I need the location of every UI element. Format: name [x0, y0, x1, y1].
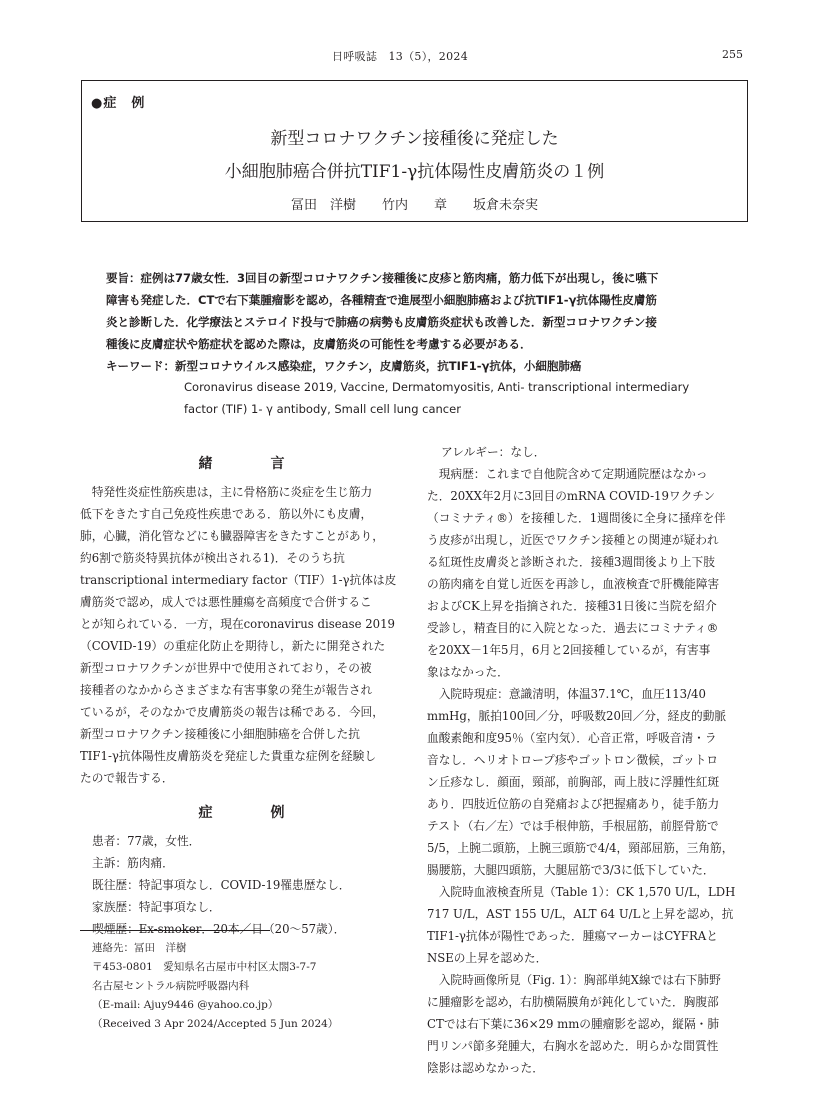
body-line: 現病歴：これまで自他院含めて定期通院歴はなかっ [427, 467, 708, 481]
body-line: 接種者のなかからさまざまな有害事象の発生が報告され [80, 683, 373, 697]
footnote-rule [80, 930, 270, 931]
body-line: う皮疹が出現し，近医でワクチン接種との関連が疑われ [427, 533, 719, 547]
abstract-line: 種後に皮膚症状や筋症状を認めた際は，皮膚筋炎の可能性を考慮する必要がある． [106, 337, 532, 351]
section-label: ●症 例 [91, 96, 146, 111]
body-line: る紅斑性皮膚炎と診断された．接種3週間後より上下肢 [427, 555, 715, 569]
case-line: 家族歴：特記事項なし． [92, 900, 221, 914]
body-line: mmHg，脈拍100回／分，呼吸数20回／分，経皮的動脈 [427, 709, 727, 723]
body-line: 門リンパ節多発腫大，右胸水を認めた．明らかな間質性 [427, 1039, 719, 1053]
body-line: た．20XX年2月に3回目のmRNA COVID-19ワクチン [427, 489, 716, 503]
contact-line: 〒453-0801 愛知県名古屋市中村区太閤3-7-7 [92, 961, 317, 973]
keywords-en-line-1: Coronavirus disease 2019, Vaccine, Dermatomyositis, Anti- transcriptional intermediary [184, 380, 690, 394]
body-line: 717 U/L，AST 155 U/L，ALT 64 U/Lと上昇を認め，抗 [427, 907, 734, 921]
body-line: 膚筋炎で認め，成人では悪性腫瘍を高頻度で合併するこ [80, 595, 372, 609]
body-line: 入院時現症：意識清明，体温37.1℃，血圧113/40 [427, 687, 706, 701]
contact-line: 連絡先：冨田 洋樹 [92, 942, 187, 954]
body-line: およびCK上昇を指摘された．接種31日後に当院を紹介 [427, 599, 717, 613]
body-line: を20XX－1年5月，6月と2回接種しているが，有害事 [427, 643, 711, 657]
body-line: NSEの上昇を認めた． [427, 951, 548, 965]
body-line: 音なし．ヘリオトロープ疹やゴットロン徴候，ゴットロ [427, 753, 719, 767]
body-line: 腸腰筋，大腿四頭筋，大腿屈筋で3/3に低下していた． [427, 863, 715, 877]
body-line: ン丘疹なし．顔面，頸部，前胸部，両上肢に浮腫性紅斑 [427, 775, 720, 789]
contact-line: 名古屋セントラル病院呼吸器内科 [92, 980, 250, 992]
body-line: 血酸素飽和度95％（室内気）．心音正常，呼吸音清・ラ [427, 731, 717, 745]
body-line: とが知られている．一方，現在coronavirus disease 2019 [80, 617, 395, 631]
abstract-line: 炎と診断した．化学療法とステロイド投与で肺癌の病勢も皮膚筋炎症状も改善した．新型コロナワクチン接 [106, 315, 657, 329]
body-line: アレルギー：なし． [441, 445, 546, 459]
body-line: あり．四肢近位筋の自発痛および把握痛あり，徒手筋力 [427, 797, 720, 811]
body-line: 特発性炎症性筋疾患は，主に骨格筋に炎症を生じ筋力 [80, 485, 373, 499]
body-line: （COVID-19）の重症化防止を期待し，新たに開発された [80, 639, 386, 653]
article-title-line-1: 新型コロナワクチン接種後に発症した [270, 129, 559, 149]
case-line: 既往歴：特記事項なし．COVID-19罹患歴なし． [92, 878, 351, 892]
contact-line: （E-mail: Ajuy9446 @yahoo.co.jp） [92, 999, 279, 1011]
body-line: に腫瘤影を認め，右肋横隔膜角が鈍化していた．胸腹部 [427, 995, 719, 1009]
keywords-jp: キーワード：新型コロナウイルス感染症，ワクチン，皮膚筋炎，抗TIF1-γ抗体，小細胞肺癌 [106, 359, 582, 373]
abstract-line: 障害も発症した．CTで右下葉腫瘤影を認め，各種精査で進展型小細胞肺癌および抗TIF1-γ抗体陽性皮膚筋 [106, 293, 657, 307]
body-line: 象はなかった． [427, 665, 509, 679]
abstract-line: 要旨：症例は77歳女性．3回目の新型コロナワクチン接種後に皮疹と筋肉痛，筋力低下が出現し，後に嚥下 [106, 271, 659, 285]
body-line: 新型コロナワクチンが世界中で使用されており，その被 [80, 661, 372, 675]
body-line: 陰影は認めなかった． [427, 1061, 544, 1075]
keywords-en-line-2: factor (TIF) 1- γ antibody, Small cell lung cancer [184, 402, 461, 416]
contact-line: （Received 3 Apr 2024/Accepted 5 Jun 2024） [92, 1018, 339, 1030]
body-line: CTでは右下葉に36×29 mmの腫瘤影を認め，縦隔・肺 [427, 1017, 720, 1031]
body-line: の筋肉痛を自覚し近医を再診し，血液検査で肝機能障害 [427, 577, 720, 591]
author-list: 冨田 洋樹 竹内 章 坂倉未奈実 [290, 198, 538, 213]
body-line: 低下をきたす自己免疫性疾患である．筋以外にも皮膚， [80, 507, 373, 521]
case-line: 患者：77歳，女性． [92, 834, 201, 848]
body-line: TIF1-γ抗体陽性皮膚筋炎を発症した貴重な症例を経験し [80, 749, 377, 763]
body-line: 約6割で筋炎特異抗体が検出される1)．そのうち抗 [80, 551, 345, 565]
case-line: 喫煙歴：Ex-smoker．20本／日（20～57歳）． [92, 922, 346, 936]
body-line: transcriptional intermediary factor（TIF）1-γ抗体は皮 [80, 573, 397, 587]
body-line: たので報告する． [80, 771, 174, 785]
body-line: 肺，心臓，消化管などにも臓器障害をきたすことがあり， [80, 529, 384, 543]
body-line: TIF1-γ抗体が陽性であった．腫瘍マーカーはCYFRAと [427, 929, 718, 943]
case-line: 主訴：筋肉痛． [92, 856, 174, 870]
case-heading: 症 例 [198, 805, 307, 821]
intro-heading: 緒 言 [198, 456, 307, 472]
body-line: （コミナティ®）を接種した．1週間後に全身に掻痒を伴 [427, 511, 726, 525]
body-line: 入院時血液検査所見（Table 1）：CK 1,570 U/L，LDH [427, 885, 736, 899]
body-line: 入院時画像所見（Fig. 1）：胸部単純X線では右下肺野 [427, 973, 721, 987]
page-number: 255 [722, 48, 743, 61]
article-title-line-2: 小細胞肺癌合併抗TIF1-γ抗体陽性皮膚筋炎の１例 [224, 162, 605, 182]
body-line: 新型コロナワクチン接種後に小細胞肺癌を合併した抗 [80, 727, 360, 741]
body-line: ているが，そのなかで皮膚筋炎の報告は稀である．今回， [80, 705, 384, 719]
body-line: テスト（右／左）では手根伸筋，手根屈筋，前脛骨筋で [427, 819, 719, 833]
body-line: 受診し，精査目的に入院となった．過去にコミナティ® [427, 621, 719, 635]
body-line: 5/5，上腕二頭筋，上腕三頭筋で4/4，頸部屈筋，三角筋， [427, 841, 734, 855]
journal-header: 日呼吸誌 13（5），2024 [332, 50, 468, 63]
